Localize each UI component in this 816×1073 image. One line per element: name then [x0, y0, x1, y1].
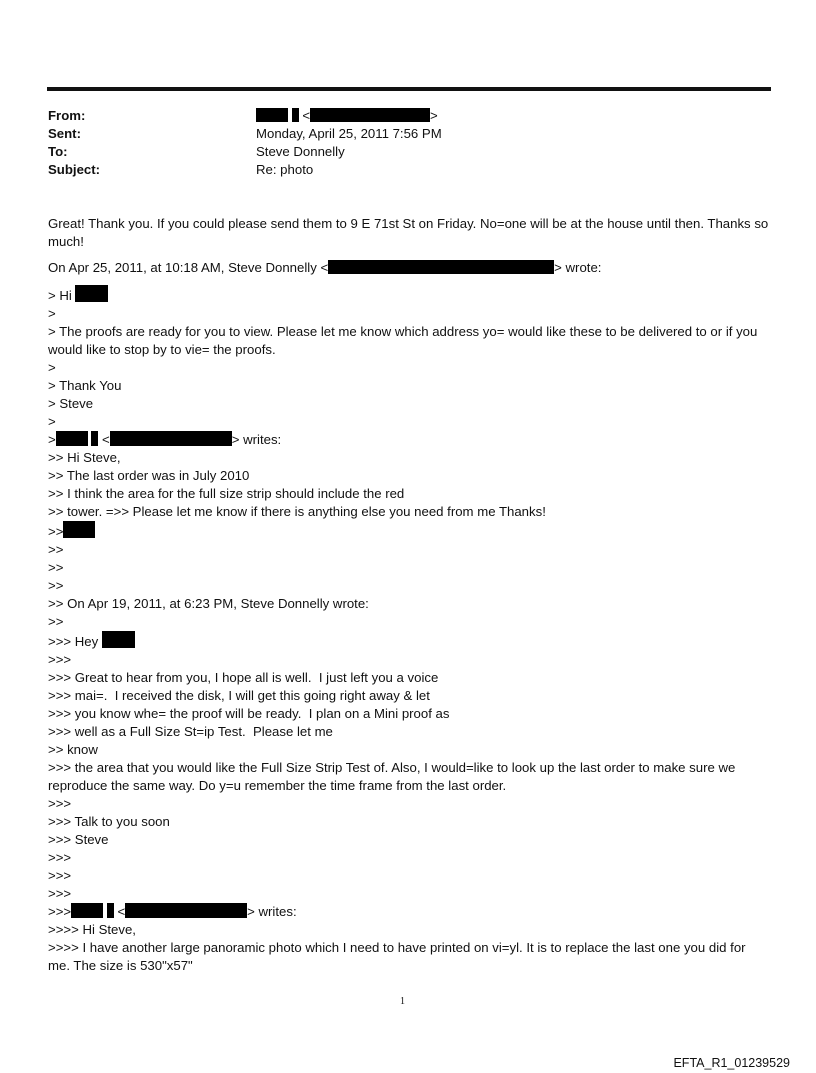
quote-line: > Steve [48, 396, 94, 411]
redaction-block [91, 431, 98, 446]
quote-line: >>> Hey [48, 631, 770, 651]
redaction-block [63, 521, 95, 538]
from-label: From: [48, 108, 86, 123]
redaction-block [125, 903, 247, 918]
page-number: 1 [400, 996, 405, 1007]
quote-line: >> [48, 614, 64, 629]
sent-row [48, 125, 442, 143]
quote-line: >> The last order was in July 2010 [48, 468, 250, 483]
email-header [48, 107, 442, 179]
quote-line: > The proofs are ready for you to view. Please let me know which address yo= would like these to be delivered to or if you would like to stop by to vie= the proofs. [48, 324, 758, 357]
quote-line: >> Hi Steve, [48, 450, 121, 465]
quote-line: > Thank You [48, 378, 122, 393]
quote-line: >>> [48, 796, 72, 811]
to-value: Steve Donnelly [256, 144, 345, 159]
redaction-block [328, 260, 554, 274]
sent-value: Monday, April 25, 2011 7:56 PM [256, 126, 442, 141]
sent-label: Sent: [48, 126, 81, 141]
quote-line: >>> well as a Full Size St=ip Test. Please let me [48, 724, 333, 739]
quote-line: > [48, 414, 56, 429]
quote-line: >> [48, 542, 64, 557]
to-row [48, 143, 442, 161]
subject-row [48, 161, 442, 179]
quote-line: >> tower. =>> Please let me know if there is anything else you need from me Thanks! [48, 504, 546, 519]
quote-line: >>> [48, 850, 72, 865]
subject-value: Re: photo [256, 162, 314, 177]
quote-line: >>>> I have another large panoramic photo which I need to have printed on vi=yl. It is to replace the last one you did for me. The size is 530"x57" [48, 940, 746, 973]
quote-line: >>> Steve [48, 832, 109, 847]
bates-number: EFTA_R1_01239529 [673, 1056, 790, 1070]
quote-line: >> On Apr 19, 2011, at 6:23 PM, Steve Donnelly wrote: [48, 596, 369, 611]
redaction-block [292, 108, 299, 122]
quote-line: >>> you know whe= the proof will be ready. I plan on a Mini proof as [48, 706, 450, 721]
redaction-block [256, 108, 288, 122]
from-gt: > [430, 108, 438, 123]
quote-line: >> [48, 521, 770, 541]
quote-line: >>> Great to hear from you, I hope all is well. I just left you a voice [48, 670, 439, 685]
email-body [48, 215, 770, 975]
quote-line: >>> [48, 652, 72, 667]
from-value [256, 107, 438, 125]
quote-line: >> [48, 578, 64, 593]
quote-line: >>>> Hi Steve, [48, 922, 136, 937]
quote-line: >> know [48, 742, 98, 757]
from-row [48, 107, 442, 125]
redaction-block [310, 108, 430, 122]
quote-line: >>> the area that you would like the Full Size Strip Test of. Also, I would=like to look up the last order to make sure we reproduce the same way. Do y=u remember the time frame from the last order. [48, 760, 736, 793]
redaction-block [75, 285, 108, 302]
header-rule [47, 87, 771, 91]
redaction-block [110, 431, 232, 446]
quote-line: >> I think the area for the full size strip should include the red [48, 486, 405, 501]
to-label: To: [48, 144, 68, 159]
quote-line: >>> [48, 868, 72, 883]
from-lt: < [302, 108, 311, 123]
redaction-block [71, 903, 103, 918]
quote-attribution: On Apr 25, 2011, at 10:18 AM, Steve Donnelly < > wrote: [48, 260, 602, 275]
quote-line: > [48, 360, 56, 375]
reply-paragraph: Great! Thank you. If you could please send them to 9 E 71st St on Friday. No=one will be at the house until then. Thanks so much! [48, 216, 769, 249]
quote-line: >>> [48, 886, 72, 901]
quote-line: >>> mai=. I received the disk, I will get this going right away & let [48, 688, 430, 703]
redaction-block [102, 631, 135, 648]
subject-label: Subject: [48, 162, 101, 177]
redaction-block [56, 431, 88, 446]
quote-line: > < > writes: [48, 432, 282, 447]
quote-line: >> [48, 560, 64, 575]
quote-line: >>> Talk to you soon [48, 814, 170, 829]
quote-line: > [48, 306, 56, 321]
quote-line: > Hi [48, 285, 770, 305]
quote-line: >>> < > writes: [48, 904, 297, 919]
redaction-block [107, 903, 114, 918]
